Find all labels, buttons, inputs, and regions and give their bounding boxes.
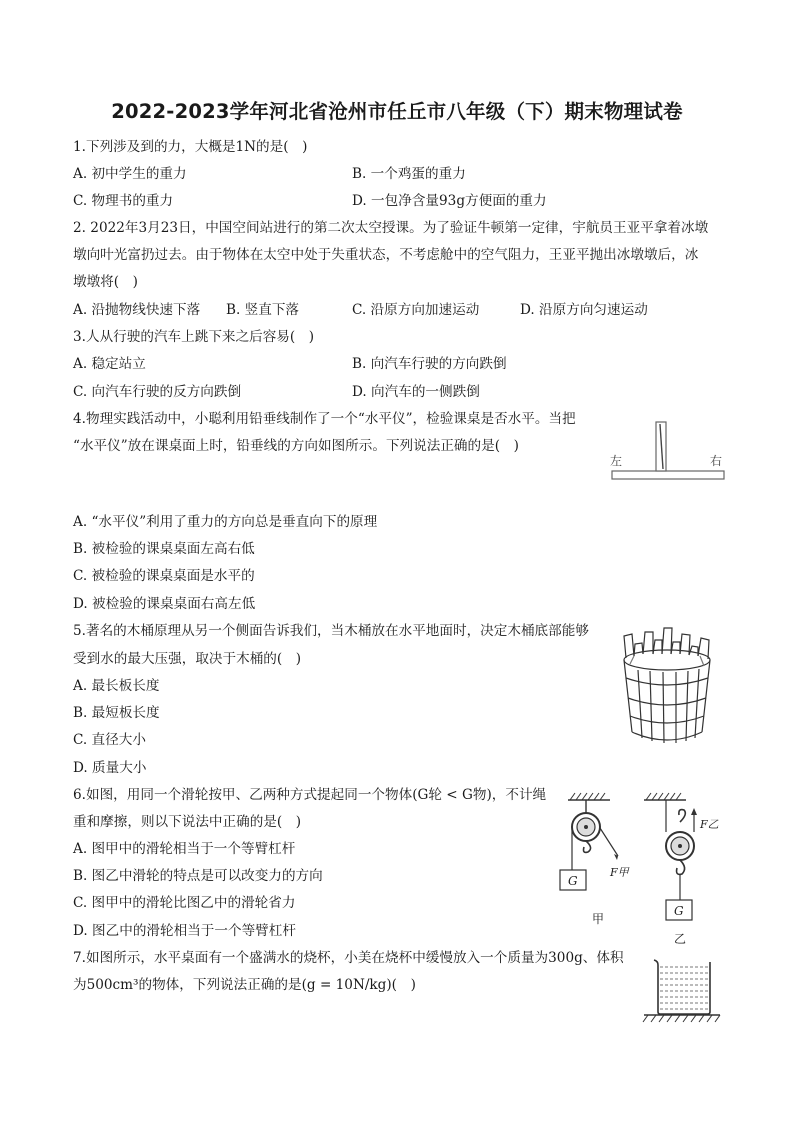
q1-option-d: D. 一包净含量93g方便面的重力 — [352, 193, 547, 209]
q6-option-a: A. 图甲中的滑轮相当于一个等臂杠杆 — [73, 841, 296, 857]
weight-label-jia: G — [568, 874, 578, 888]
q1-option-b: B. 一个鸡蛋的重力 — [352, 166, 466, 182]
figure-label-jia: 甲 — [592, 912, 605, 926]
question-4-line-1: 4.物理实践活动中，小聪利用铅垂线制作了一个“水平仪”，检验课桌是否水平。当把 — [73, 411, 576, 427]
question-1-stem: 1.下列涉及到的力，大概是1N的是( ) — [73, 139, 308, 155]
q6-option-b: B. 图乙中滑轮的特点是可以改变力的方向 — [73, 868, 323, 884]
question-5-line-1: 5.著名的木桶原理从另一个侧面告诉我们，当木桶放在水平地面时，决定木桶底部能够 — [73, 623, 589, 639]
question-3-stem: 3.人从行驶的汽车上跳下来之后容易( ) — [73, 329, 315, 345]
wooden-bucket-figure — [618, 626, 718, 748]
question-7-line-2: 为500cm³的物体，下列说法正确的是(g = 10N/kg)( ) — [73, 977, 416, 993]
left-label: 左 — [610, 454, 623, 468]
q3-option-d: D. 向汽车的一侧跌倒 — [352, 384, 480, 400]
question-2-line-3: 墩墩将( ) — [73, 274, 138, 290]
q5-option-c: C. 直径大小 — [73, 732, 146, 748]
question-7-line-1: 7.如图所示，水平桌面有一个盛满水的烧杯，小美在烧杯中缓慢放入一个质量为300g、体积 — [73, 950, 624, 966]
q3-option-b: B. 向汽车行驶的方向跌倒 — [352, 356, 507, 372]
q1-option-c: C. 物理书的重力 — [73, 193, 174, 209]
q5-option-b: B. 最短板长度 — [73, 705, 160, 721]
q5-option-a: A. 最长板长度 — [73, 678, 160, 694]
question-2-line-1: 2. 2022年3月23日，中国空间站进行的第二次太空授课。为了验证牛顿第一定律，宇航员王亚平拿着冰墩 — [73, 220, 709, 236]
beaker-figure — [640, 954, 724, 1026]
question-4-line-2: “水平仪”放在课桌面上时，铅垂线的方向如图所示。下列说法正确的是( ) — [73, 438, 519, 454]
q3-option-a: A. 稳定站立 — [73, 356, 146, 372]
q4-option-d: D. 被检验的课桌桌面右高左低 — [73, 596, 256, 612]
q5-option-d: D. 质量大小 — [73, 760, 147, 776]
level-tool-figure — [604, 412, 728, 488]
q1-option-a: A. 初中学生的重力 — [73, 166, 187, 182]
q6-option-d: D. 图乙中的滑轮相当于一个等臂杠杆 — [73, 923, 296, 939]
force-label-jia: F甲 — [610, 866, 629, 879]
q4-option-c: C. 被检验的课桌桌面是水平的 — [73, 568, 255, 584]
weight-label-yi: G — [674, 904, 684, 918]
q4-option-b: B. 被检验的课桌桌面左高右低 — [73, 541, 255, 557]
figure-label-yi: 乙 — [674, 932, 687, 946]
q2-option-b: B. 竖直下落 — [226, 302, 300, 318]
question-6-line-2: 重和摩擦，则以下说法中正确的是( ) — [73, 814, 302, 830]
q2-option-c: C. 沿原方向加速运动 — [352, 302, 480, 318]
question-6-line-1: 6.如图，用同一个滑轮按甲、乙两种方式提起同一个物体(G轮 < G物)，不计绳 — [73, 787, 547, 803]
q3-option-c: C. 向汽车行驶的反方向跌倒 — [73, 384, 242, 400]
q6-option-c: C. 图甲中的滑轮比图乙中的滑轮省力 — [73, 895, 296, 911]
q2-option-d: D. 沿原方向匀速运动 — [520, 302, 648, 318]
question-5-line-2: 受到水的最大压强，取决于木桶的( ) — [73, 651, 302, 667]
force-label-yi: F乙 — [700, 818, 719, 831]
desk-surface — [612, 471, 724, 479]
q2-option-a: A. 沿抛物线快速下落 — [73, 302, 201, 318]
page-title: 2022-2023学年河北省沧州市任丘市八年级（下）期末物理试卷 — [111, 100, 683, 123]
right-label: 右 — [710, 454, 723, 468]
question-2-line-2: 墩向叶光富扔过去。由于物体在太空中处于失重状态，不考虑舱中的空气阻力，王亚平抛出冰墩墩后，冰 — [73, 247, 699, 263]
q4-option-a: A. “水平仪”利用了重力的方向总是垂直向下的原理 — [73, 514, 378, 530]
pulley-figure — [548, 788, 728, 950]
